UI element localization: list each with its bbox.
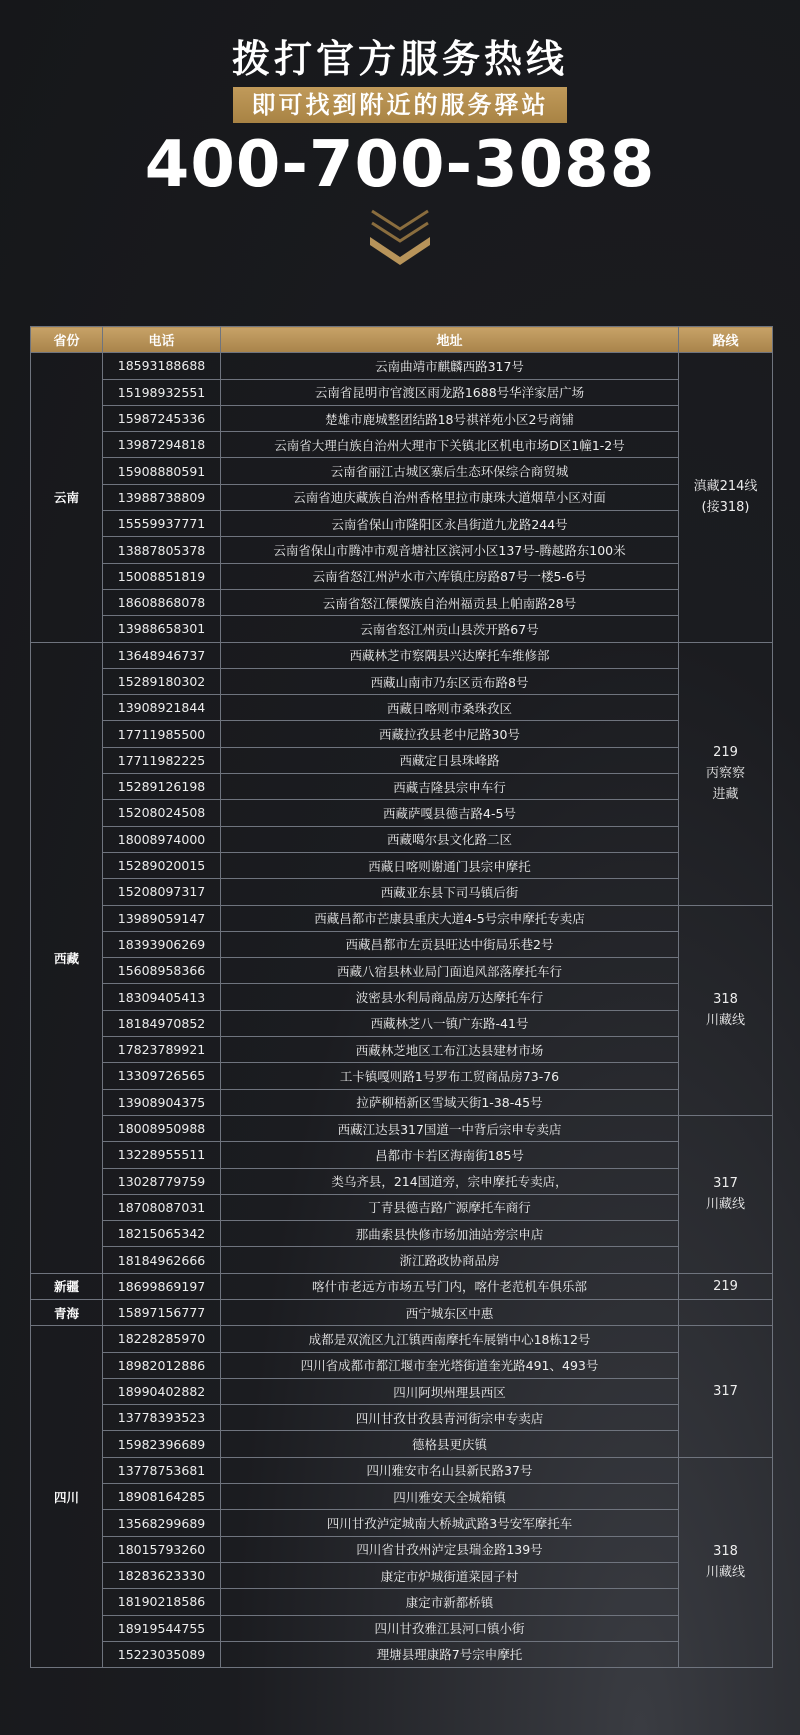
address-cell: 西藏林芝市察隅县兴达摩托车维修部 <box>221 642 679 668</box>
address-cell: 西藏江达县317国道一中背后宗申专卖店 <box>221 1115 679 1141</box>
table-row <box>31 1484 773 1510</box>
address-cell: 云南省保山市腾冲市观音塘社区滨河小区137号-腾越路东100米 <box>221 537 679 563</box>
chevron-down-icon <box>366 205 434 265</box>
address-cell: 那曲索县快修市场加油站旁宗申店 <box>221 1221 679 1247</box>
address-cell: 四川雅安市名山县新民路37号 <box>221 1457 679 1483</box>
address-cell: 康定市新都桥镇 <box>221 1589 679 1615</box>
address-cell: 西藏林芝八一镇广东路-41号 <box>221 1010 679 1036</box>
phone-cell[interactable]: 15289180302 <box>103 668 221 694</box>
address-cell: 波密县水利局商品房万达摩托车行 <box>221 984 679 1010</box>
page-title: 拨打官方服务热线 <box>231 37 568 81</box>
phone-cell[interactable]: 13778753681 <box>103 1457 221 1483</box>
phone-cell[interactable]: 18283623330 <box>103 1562 221 1588</box>
route-cell: 318 川藏线 <box>679 1457 773 1667</box>
province-cell: 西藏 <box>31 642 103 1273</box>
route-cell: 317 <box>679 1326 773 1457</box>
table-row <box>31 563 773 589</box>
hotline-header <box>0 0 800 320</box>
phone-cell[interactable]: 18708087031 <box>103 1194 221 1220</box>
phone-cell[interactable]: 15289126198 <box>103 774 221 800</box>
phone-cell[interactable]: 15982396689 <box>103 1431 221 1457</box>
table-row <box>31 432 773 458</box>
phone-cell[interactable]: 13568299689 <box>103 1510 221 1536</box>
address-cell: 云南省保山市隆阳区永昌街道九龙路244号 <box>221 511 679 537</box>
table-row <box>31 800 773 826</box>
table-row <box>31 1221 773 1247</box>
table-row <box>31 353 773 379</box>
table-row <box>31 1142 773 1168</box>
phone-cell[interactable]: 13228955511 <box>103 1142 221 1168</box>
table-row <box>31 721 773 747</box>
address-cell: 昌都市卡若区海南街185号 <box>221 1142 679 1168</box>
phone-cell[interactable]: 15289020015 <box>103 852 221 878</box>
table-header-row <box>31 327 773 353</box>
table-row <box>31 484 773 510</box>
address-cell: 类乌齐县，214国道旁，宗申摩托专卖店， <box>221 1168 679 1194</box>
phone-cell[interactable]: 18184970852 <box>103 1010 221 1036</box>
table-row <box>31 695 773 721</box>
phone-cell[interactable]: 15897156777 <box>103 1299 221 1325</box>
column-header-address: 地址 <box>221 327 679 353</box>
phone-cell[interactable]: 13028779759 <box>103 1168 221 1194</box>
phone-cell[interactable]: 18309405413 <box>103 984 221 1010</box>
table-row <box>31 1168 773 1194</box>
column-header-province: 省份 <box>31 327 103 353</box>
phone-cell[interactable]: 15008851819 <box>103 563 221 589</box>
table-row <box>31 668 773 694</box>
phone-cell[interactable]: 15908880591 <box>103 458 221 484</box>
address-cell: 云南省昆明市官渡区雨龙路1688号华洋家居广场 <box>221 379 679 405</box>
table-row <box>31 1510 773 1536</box>
table-row <box>31 1589 773 1615</box>
address-cell: 云南省怒江州贡山县茨开路67号 <box>221 616 679 642</box>
province-cell: 四川 <box>31 1326 103 1668</box>
phone-cell[interactable]: 18190218586 <box>103 1589 221 1615</box>
address-cell: 理塘县理康路7号宗申摩托 <box>221 1641 679 1667</box>
phone-cell[interactable]: 18919544755 <box>103 1615 221 1641</box>
phone-cell[interactable]: 18908164285 <box>103 1484 221 1510</box>
table-row <box>31 537 773 563</box>
phone-cell[interactable]: 15208024508 <box>103 800 221 826</box>
phone-cell[interactable]: 13989059147 <box>103 905 221 931</box>
table-row <box>31 852 773 878</box>
address-cell: 浙江路政协商品房 <box>221 1247 679 1273</box>
table-row <box>31 905 773 931</box>
table-row <box>31 1037 773 1063</box>
phone-cell[interactable]: 17711982225 <box>103 747 221 773</box>
address-cell: 西藏定日县珠峰路 <box>221 747 679 773</box>
table-row <box>31 1326 773 1352</box>
table-row <box>31 642 773 668</box>
address-cell: 西藏噶尔县文化路二区 <box>221 826 679 852</box>
address-cell: 四川阿坝州理县西区 <box>221 1378 679 1404</box>
phone-cell[interactable]: 18184962666 <box>103 1247 221 1273</box>
phone-cell[interactable]: 13887805378 <box>103 537 221 563</box>
table-row <box>31 826 773 852</box>
table-row <box>31 379 773 405</box>
phone-cell[interactable]: 13648946737 <box>103 642 221 668</box>
phone-cell[interactable]: 15208097317 <box>103 879 221 905</box>
table-row <box>31 1405 773 1431</box>
address-cell: 西藏昌都市左贡县旺达中街局乐巷2号 <box>221 931 679 957</box>
phone-cell[interactable]: 15198932551 <box>103 379 221 405</box>
table-row <box>31 879 773 905</box>
phone-cell[interactable]: 18008974000 <box>103 826 221 852</box>
table-row <box>31 1299 773 1325</box>
address-cell: 西藏亚东县下司马镇后街 <box>221 879 679 905</box>
table-row <box>31 1273 773 1299</box>
address-cell: 德格县更庆镇 <box>221 1431 679 1457</box>
address-cell: 西藏萨嘎县德吉路4-5号 <box>221 800 679 826</box>
phone-cell[interactable]: 18608868078 <box>103 589 221 615</box>
address-cell: 云南曲靖市麒麟西路317号 <box>221 353 679 379</box>
address-cell: 工卡镇嘎则路1号罗布工贸商品房73-76 <box>221 1063 679 1089</box>
table-row <box>31 1115 773 1141</box>
route-cell: 317 川藏线 <box>679 1115 773 1273</box>
route-cell: 219 丙察察 进藏 <box>679 642 773 905</box>
phone-cell[interactable]: 15223035089 <box>103 1641 221 1667</box>
address-cell: 云南省怒江傈僳族自治州福贡县上帕南路28号 <box>221 589 679 615</box>
address-cell: 楚雄市鹿城整团结路18号祺祥苑小区2号商铺 <box>221 405 679 431</box>
table-row <box>31 1247 773 1273</box>
address-cell: 西藏吉隆县宗申车行 <box>221 774 679 800</box>
address-cell: 云南省大理白族自治州大理市下关镇北区机电市场D区1幢1-2号 <box>221 432 679 458</box>
phone-cell[interactable]: 18008950988 <box>103 1115 221 1141</box>
phone-cell[interactable]: 18699869197 <box>103 1273 221 1299</box>
table-row <box>31 931 773 957</box>
table-row <box>31 958 773 984</box>
address-cell: 拉萨柳梧新区雪域天街1-38-45号 <box>221 1089 679 1115</box>
table-row <box>31 1562 773 1588</box>
column-header-route: 路线 <box>679 327 773 353</box>
address-cell: 西藏昌都市芒康县重庆大道4-5号宗申摩托专卖店 <box>221 905 679 931</box>
hotline-phone[interactable]: 400-700-3088 <box>144 128 656 202</box>
phone-cell[interactable]: 15559937771 <box>103 511 221 537</box>
phone-cell[interactable]: 17823789921 <box>103 1037 221 1063</box>
phone-cell[interactable]: 18982012886 <box>103 1352 221 1378</box>
address-cell: 云南省迪庆藏族自治州香格里拉市康珠大道烟草小区对面 <box>221 484 679 510</box>
table-row <box>31 1010 773 1036</box>
table-row <box>31 458 773 484</box>
address-cell: 云南省丽江古城区寨后生态环保综合商贸城 <box>221 458 679 484</box>
phone-cell[interactable]: 15608958366 <box>103 958 221 984</box>
table-row <box>31 1378 773 1404</box>
table-row <box>31 1641 773 1667</box>
address-cell: 四川甘孜甘孜县青河街宗申专卖店 <box>221 1405 679 1431</box>
address-cell: 康定市炉城街道菜园子村 <box>221 1562 679 1588</box>
address-cell: 西藏日喀则谢通门县宗申摩托 <box>221 852 679 878</box>
phone-cell[interactable]: 13988658301 <box>103 616 221 642</box>
subtitle-banner: 即可找到附近的服务驿站 <box>233 87 567 123</box>
table-row <box>31 1457 773 1483</box>
route-cell <box>679 1299 773 1325</box>
table-row <box>31 589 773 615</box>
phone-cell[interactable]: 13908921844 <box>103 695 221 721</box>
table-row <box>31 1536 773 1562</box>
address-cell: 成都是双流区九江镇西南摩托车展销中心18栋12号 <box>221 1326 679 1352</box>
phone-cell[interactable]: 13987294818 <box>103 432 221 458</box>
phone-cell[interactable]: 18393906269 <box>103 931 221 957</box>
address-cell: 西藏山南市乃东区贡布路8号 <box>221 668 679 694</box>
phone-cell[interactable]: 13908904375 <box>103 1089 221 1115</box>
province-cell: 云南 <box>31 353 103 642</box>
address-cell: 丁青县德吉路广源摩托车商行 <box>221 1194 679 1220</box>
phone-cell[interactable]: 18593188688 <box>103 353 221 379</box>
route-cell: 318 川藏线 <box>679 905 773 1115</box>
table-row <box>31 774 773 800</box>
phone-cell[interactable]: 13988738809 <box>103 484 221 510</box>
table-row <box>31 1352 773 1378</box>
table-row <box>31 747 773 773</box>
phone-cell[interactable]: 17711985500 <box>103 721 221 747</box>
phone-cell[interactable]: 18990402882 <box>103 1378 221 1404</box>
address-cell: 喀什市老远方市场五号门内，喀什老范机车俱乐部 <box>221 1273 679 1299</box>
table-row <box>31 405 773 431</box>
province-cell: 青海 <box>31 1299 103 1325</box>
phone-cell[interactable]: 18215065342 <box>103 1221 221 1247</box>
table-row <box>31 1089 773 1115</box>
table-body <box>31 353 773 1668</box>
address-cell: 四川省甘孜州泸定县瑞金路139号 <box>221 1536 679 1562</box>
service-station-table <box>30 326 773 1668</box>
table-row <box>31 616 773 642</box>
address-cell: 四川省成都市都江堰市奎光塔街道奎光路491、493号 <box>221 1352 679 1378</box>
address-cell: 四川雅安天全城箱镇 <box>221 1484 679 1510</box>
address-cell: 四川甘孜雅江县河口镇小街 <box>221 1615 679 1641</box>
phone-cell[interactable]: 15987245336 <box>103 405 221 431</box>
table-row <box>31 1194 773 1220</box>
table-row <box>31 1063 773 1089</box>
address-cell: 西藏八宿县林业局门面追风部落摩托车行 <box>221 958 679 984</box>
address-cell: 西藏日喀则市桑珠孜区 <box>221 695 679 721</box>
route-cell: 219 <box>679 1273 773 1299</box>
route-cell: 滇藏214线 (接318) <box>679 353 773 642</box>
phone-cell[interactable]: 13309726565 <box>103 1063 221 1089</box>
column-header-phone: 电话 <box>103 327 221 353</box>
phone-cell[interactable]: 18015793260 <box>103 1536 221 1562</box>
address-cell: 四川甘孜泸定城南大桥城武路3号安军摩托车 <box>221 1510 679 1536</box>
address-cell: 西宁城东区中惠 <box>221 1299 679 1325</box>
phone-cell[interactable]: 13778393523 <box>103 1405 221 1431</box>
province-cell: 新疆 <box>31 1273 103 1299</box>
table-row <box>31 984 773 1010</box>
address-cell: 云南省怒江州泸水市六库镇庄房路87号一楼5-6号 <box>221 563 679 589</box>
table-row <box>31 511 773 537</box>
phone-cell[interactable]: 18228285970 <box>103 1326 221 1352</box>
address-cell: 西藏拉孜县老中尼路30号 <box>221 721 679 747</box>
table-row <box>31 1615 773 1641</box>
address-cell: 西藏林芝地区工布江达县建材市场 <box>221 1037 679 1063</box>
table-row <box>31 1431 773 1457</box>
